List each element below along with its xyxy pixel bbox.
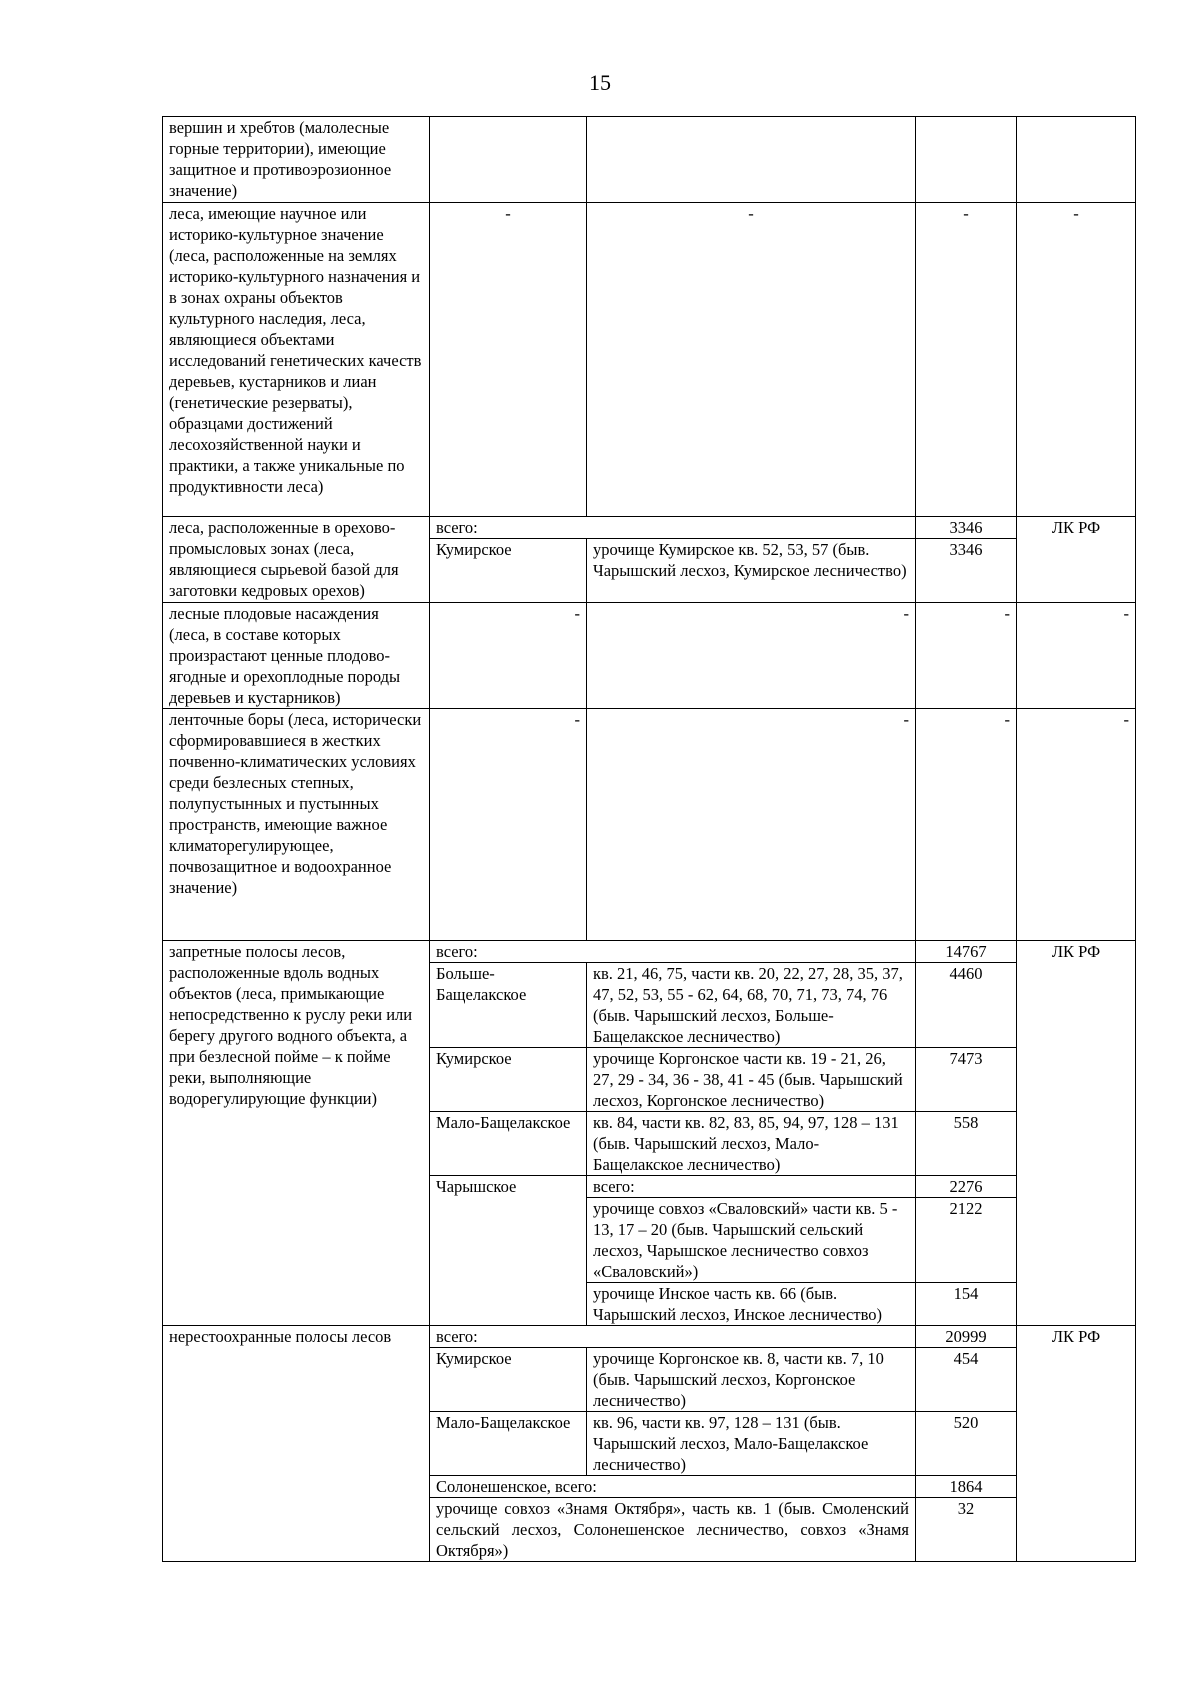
forestry-name: Больше-Бащелакское — [430, 963, 587, 1048]
area-value: 154 — [916, 1283, 1017, 1326]
dash-cell: - — [916, 709, 1017, 941]
table-row — [163, 603, 1136, 709]
category-cell: леса, расположенные в орехово-промысловых зонах (леса, являющиеся сырьевой базой для заготовки кедровых орехов) — [163, 517, 430, 603]
area-value: 520 — [916, 1412, 1017, 1476]
area-value: 4460 — [916, 963, 1017, 1048]
total-area: 20999 — [916, 1326, 1017, 1348]
area-value: 454 — [916, 1348, 1017, 1412]
dash-cell: - — [587, 709, 916, 941]
total-area: 14767 — [916, 941, 1017, 963]
total-label: всего: — [430, 941, 916, 963]
category-cell: вершин и хребтов (малолесные горные территории), имеющие защитное и противоэрозионное значение) — [163, 117, 430, 203]
area-value: 32 — [916, 1498, 1017, 1562]
total-label: всего: — [587, 1176, 916, 1198]
table-row — [163, 117, 1136, 203]
total-label: Солонешенское, всего: — [430, 1476, 916, 1498]
dash-cell: - — [1017, 603, 1136, 709]
location-desc: урочище Коргонское части кв. 19 - 21, 26, 27, 29 - 34, 36 - 38, 41 - 45 (быв. Чарышский лесхоз, Коргонское лесничество) — [587, 1048, 916, 1112]
table-row — [163, 1326, 1136, 1348]
location-desc: кв. 84, части кв. 82, 83, 85, 94, 97, 128 – 131 (быв. Чарышский лесхоз, Мало-Бащелакское лесничество) — [587, 1112, 916, 1176]
location-desc: урочище Коргонское кв. 8, части кв. 7, 10 (быв. Чарышский лесхоз, Коргонское лесничество) — [587, 1348, 916, 1412]
forestry-name: Кумирское — [430, 539, 587, 603]
table-row — [163, 941, 1136, 963]
forestry-name: Кумирское — [430, 1048, 587, 1112]
total-area: 2276 — [916, 1176, 1017, 1198]
location-desc: кв. 21, 46, 75, части кв. 20, 22, 27, 28, 35, 37, 47, 52, 53, 55 - 62, 64, 68, 70, 71, 73, 74, 76 (быв. Чарышский лесхоз, Больше-Бащелакское лесничество) — [587, 963, 916, 1048]
dash-cell: - — [1017, 203, 1136, 517]
table-row — [163, 517, 1136, 539]
page-number: 15 — [589, 70, 611, 95]
category-cell: леса, имеющие научное или историко-культурное значение (леса, расположенные на землях историко-культурного назначения и в зонах охраны объектов культурного наследия, леса, являющиеся объектами исследований генетических качеств деревьев, кустарников и лиан (генетические резерваты), образцами достижений лесохозяйственной науки и практики, а также уникальные по продуктивности леса) — [163, 203, 430, 517]
dash-cell: - — [587, 603, 916, 709]
dash-cell: - — [430, 603, 587, 709]
location-desc: урочище Кумирское кв. 52, 53, 57 (быв. Чарышский лесхоз, Кумирское лесничество) — [587, 539, 916, 603]
legal-basis: ЛК РФ — [1017, 517, 1136, 603]
table-row — [163, 203, 1136, 517]
forestry-name: Чарышское — [430, 1176, 587, 1326]
dash-cell: - — [916, 203, 1017, 517]
total-area: 1864 — [916, 1476, 1017, 1498]
total-label: всего: — [430, 1326, 916, 1348]
dash-cell: - — [587, 203, 916, 517]
dash-cell: - — [916, 603, 1017, 709]
dash-cell: - — [430, 709, 587, 941]
dash-cell: - — [1017, 709, 1136, 941]
forestry-name: Мало-Бащелакское — [430, 1112, 587, 1176]
category-cell: запретные полосы лесов, расположенные вдоль водных объектов (леса, примыкающие непосредственно к руслу реки или берегу другого водного объекта, а при безлесной пойме – к пойме реки, выполняющие водорегулирующие функции) — [163, 941, 430, 1326]
legal-basis: ЛК РФ — [1017, 1326, 1136, 1562]
area-value: 7473 — [916, 1048, 1017, 1112]
location-desc: кв. 96, части кв. 97, 128 – 131 (быв. Чарышский лесхоз, Мало-Бащелакское лесничество) — [587, 1412, 916, 1476]
total-label: всего: — [430, 517, 916, 539]
total-area: 3346 — [916, 517, 1017, 539]
forestry-name: Мало-Бащелакское — [430, 1412, 587, 1476]
legal-basis: ЛК РФ — [1017, 941, 1136, 1326]
category-cell: лесные плодовые насаждения (леса, в составе которых произрастают ценные плодово-ягодные и орехоплодные породы деревьев и кустарников) — [163, 603, 430, 709]
table-row — [163, 709, 1136, 941]
dash-cell: - — [430, 203, 587, 517]
location-desc: урочище совхоз «Сваловский» части кв. 5 - 13, 17 – 20 (быв. Чарышский сельский лесхоз, Чарышское лесничество совхоз «Сваловский») — [587, 1198, 916, 1283]
area-value: 558 — [916, 1112, 1017, 1176]
category-cell: нерестоохранные полосы лесов — [163, 1326, 430, 1562]
category-cell: ленточные боры (леса, исторически сформировавшиеся в жестких почвенно-климатических условиях среди безлесных степных, полупустынных и пустынных пространств, имеющие важное климаторегулирующее, почвозащитное и водоохранное значение) — [163, 709, 430, 941]
area-value: 2122 — [916, 1198, 1017, 1283]
forest-protection-table — [162, 116, 1136, 1562]
area-value: 3346 — [916, 539, 1017, 603]
forestry-name: Кумирское — [430, 1348, 587, 1412]
location-desc: урочище Инское часть кв. 66 (быв. Чарышский лесхоз, Инское лесничество) — [587, 1283, 916, 1326]
location-desc: урочище совхоз «Знамя Октября», часть кв. 1 (быв. Смоленский сельский лесхоз, Солонешенское лесничество, совхоз «Знамя Октября») — [430, 1498, 916, 1562]
